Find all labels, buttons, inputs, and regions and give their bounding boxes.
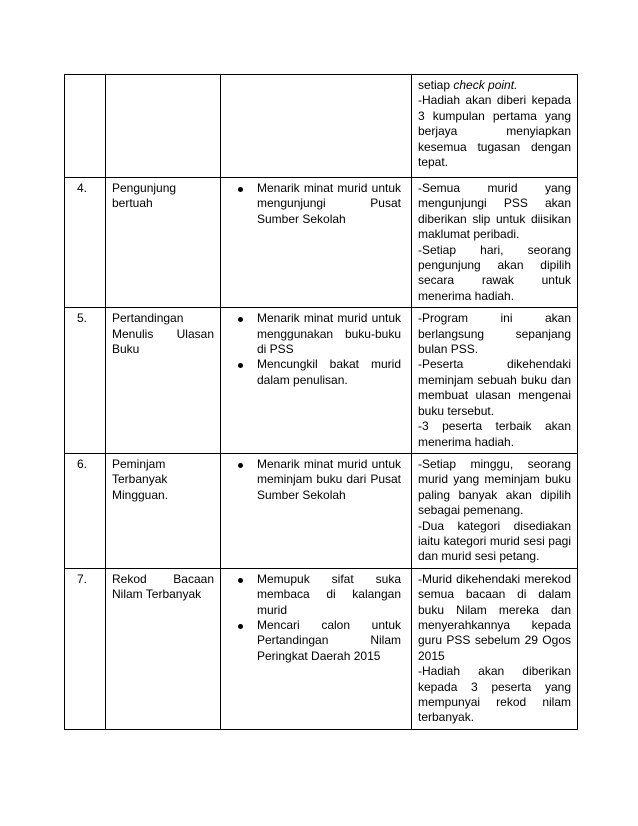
objective-item: Mencari calon untuk Pertandingan Nilam Peringkat Daerah 2015 <box>227 618 401 664</box>
row-number: 7. <box>77 571 88 586</box>
objective-list <box>227 572 401 664</box>
table-body <box>65 75 578 730</box>
row-number-cell <box>65 308 106 454</box>
note-paragraph: -3 peserta terbaik akan menerima hadiah. <box>418 419 571 449</box>
activity-name: Pengunjung bertuah <box>112 181 177 211</box>
objectives-cell <box>221 75 412 178</box>
note-paragraph: -Dua kategori disediakan iaitu kategori murid sesi pagi dan murid sesi petang. <box>418 518 571 564</box>
note-paragraph: -Setiap minggu, seorang murid yang meminjam buku paling banyak akan dipilih sebagai pemenang. <box>418 456 571 518</box>
activity-cell <box>106 568 221 729</box>
activity-name: Peminjam Terbanyak Mingguan. <box>112 456 169 502</box>
note-paragraph: -Hadiah akan diberikan kepada 3 peserta yang mempunyai rekod nilam terbanyak. <box>418 664 571 725</box>
objectives-cell <box>221 308 412 454</box>
table-row <box>65 568 578 729</box>
activity-name: Rekod Bacaan Nilam Terbanyak <box>112 571 214 602</box>
row-number: 6. <box>77 456 88 471</box>
notes-cell <box>412 568 578 729</box>
objective-item: Menarik minat murid untuk mengunjungi Pusat Sumber Sekolah <box>227 181 401 227</box>
notes-cell <box>412 178 578 308</box>
objective-list <box>227 457 401 503</box>
objectives-cell <box>221 568 412 729</box>
objective-item: Menarik minat murid untuk meminjam buku dari Pusat Sumber Sekolah <box>227 457 401 503</box>
row-number: 5. <box>77 311 88 326</box>
notes-cell <box>412 308 578 454</box>
note-paragraph: -Semua murid yang mengunjungi PSS akan diberikan slip untuk diisikan maklumat peribadi. <box>418 181 571 242</box>
notes-cell <box>412 75 578 178</box>
activity-cell <box>106 453 221 568</box>
activity-name: Pertandingan Menulis Ulasan Buku <box>112 311 214 357</box>
table-row <box>65 308 578 454</box>
row-number: 4. <box>77 181 88 195</box>
row-number-cell <box>65 178 106 308</box>
table-row <box>65 178 578 308</box>
note-paragraph: -Program ini akan berlangsung sepanjang bulan PSS. <box>418 311 571 357</box>
row-number-cell <box>65 568 106 729</box>
objective-item: Memupuk sifat suka membaca di kalangan murid <box>227 572 401 618</box>
note-paragraph: -Hadiah akan diberi kepada 3 kumpulan pertama yang berjaya menyiapkan kesemua tugasan dengan tepat. <box>418 93 571 170</box>
row-number-cell <box>65 75 106 178</box>
row-number-cell <box>65 453 106 568</box>
activity-cell <box>106 308 221 454</box>
note-paragraph: -Setiap hari, seorang pengunjung akan dipilih secara rawak untuk menerima hadiah. <box>418 242 571 303</box>
objectives-cell <box>221 453 412 568</box>
note-italic-text: check point. <box>453 78 518 92</box>
objective-item: Menarik minat murid untuk menggunakan buku-buku di PSS <box>227 311 401 357</box>
note-paragraph: setiap check point. <box>418 78 518 92</box>
objective-list <box>227 181 401 227</box>
objective-item: Mencungkil bakat murid dalam penulisan. <box>227 357 401 388</box>
activity-cell <box>106 75 221 178</box>
table-row <box>65 75 578 178</box>
activity-cell <box>106 178 221 308</box>
activity-table <box>64 74 578 730</box>
notes-cell <box>412 453 578 568</box>
note-paragraph: -Murid dikehendaki merekod semua bacaan di dalam buku Nilam mereka dan menyerahkannya kepada guru PSS sebelum 29 Ogos 2015 <box>418 571 571 663</box>
objectives-cell <box>221 178 412 308</box>
note-paragraph: -Peserta dikehendaki meminjam sebuah buku dan membuat ulasan mengenai buku tersebut. <box>418 357 571 418</box>
table-row <box>65 453 578 568</box>
objective-list <box>227 311 401 388</box>
